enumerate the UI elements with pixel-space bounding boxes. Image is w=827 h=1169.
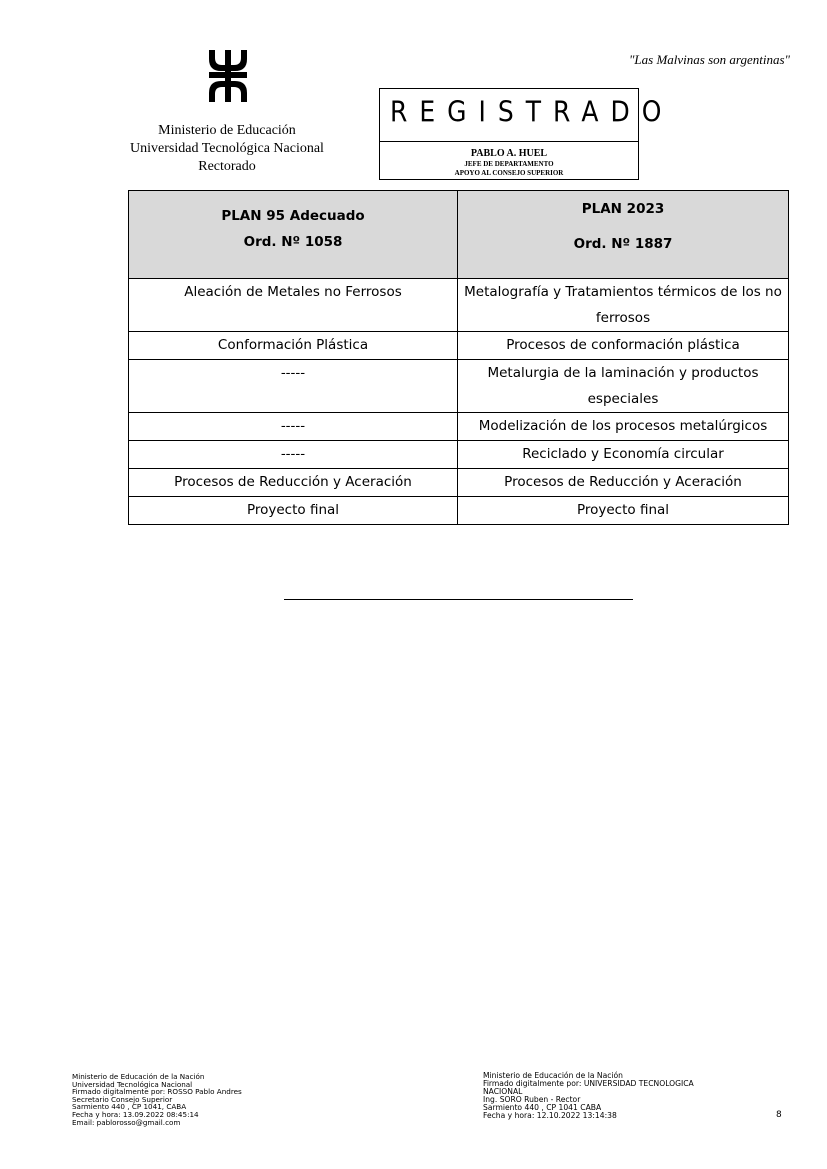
table-cell: Proyecto final [458, 497, 789, 525]
rectorado-line: Rectorado [198, 159, 256, 174]
page-number: 8 [776, 1110, 782, 1120]
header-plan-2023-ord: Ord. Nº 1887 [573, 236, 673, 252]
ministry-line: Ministerio de Educación [158, 123, 296, 138]
table-header-row [129, 191, 789, 279]
signature-block-left [72, 1073, 242, 1126]
table-row [129, 497, 789, 525]
utn-logo-icon [206, 50, 250, 102]
table-row [129, 279, 789, 332]
stamp-role-line1: JEFE DE DEPARTAMENTO [464, 160, 554, 168]
header-plan-95-ord: Ord. Nº 1058 [243, 234, 343, 250]
table-cell: Procesos de Reducción y Aceración [458, 469, 789, 497]
university-line: Universidad Tecnológica Nacional [130, 141, 324, 156]
table-cell: Metalografía y Tratamientos térmicos de los no ferrosos [458, 279, 789, 332]
signature-line: Firmado digitalmente por: ROSSO Pablo Andres [72, 1087, 242, 1097]
stamp-divider [380, 141, 638, 142]
signature-line: Email: pablorosso@gmail.com [72, 1117, 181, 1127]
table-cell: Procesos de Reducción y Aceración [129, 469, 458, 497]
signature-line: Universidad Tecnológica Nacional [72, 1079, 193, 1089]
header-plan-2023-title: PLAN 2023 [581, 201, 665, 217]
signature-line: Fecha y hora: 13.09.2022 08:45:14 [72, 1109, 199, 1119]
signature-line: Ing. SORO Ruben - Rector [483, 1095, 581, 1104]
header-plan-2023 [458, 191, 789, 279]
signature-line: Secretario Consejo Superior [72, 1094, 173, 1104]
table-cell: ----- [129, 360, 458, 413]
signature-line: Firmado digitalmente por: UNIVERSIDAD TECNOLOGICA [483, 1079, 694, 1088]
table-cell: Reciclado y Economía circular [458, 441, 789, 469]
table-cell: Procesos de conformación plástica [458, 332, 789, 360]
table-cell: Metalurgia de la laminación y productos especiales [458, 360, 789, 413]
table-row [129, 469, 789, 497]
table-cell: Conformación Plástica [129, 332, 458, 360]
signature-line: NACIONAL [483, 1087, 523, 1096]
table-cell: Modelización de los procesos metalúrgicos [458, 413, 789, 441]
table-cell: Proyecto final [129, 497, 458, 525]
signature-line: Sarmiento 440 , CP 1041, CABA [72, 1102, 187, 1112]
table-row [129, 413, 789, 441]
signature-line: Ministerio de Educación de la Nación [72, 1072, 205, 1081]
signature-line: Ministerio de Educación de la Nación [483, 1071, 623, 1080]
table-cell: ----- [129, 413, 458, 441]
header-plan-95 [129, 191, 458, 279]
equivalence-table [128, 190, 789, 525]
table-row [129, 441, 789, 469]
signature-block-right [483, 1072, 694, 1120]
registered-stamp [379, 88, 674, 180]
closing-rule [284, 599, 633, 600]
stamp-title: REGISTRADO [390, 95, 674, 129]
motto: "Las Malvinas son argentinas" [628, 52, 790, 67]
signature-line: Sarmiento 440 , CP 1041 CABA [483, 1103, 602, 1112]
table-row [129, 360, 789, 413]
ministry-heading [108, 122, 346, 176]
stamp-name: PABLO A. HUEL [470, 148, 548, 159]
table-cell: ----- [129, 441, 458, 469]
header-plan-95-title: PLAN 95 Adecuado [221, 208, 365, 224]
stamp-role-line2: APOYO AL CONSEJO SUPERIOR [454, 169, 564, 177]
table-cell: Aleación de Metales no Ferrosos [129, 279, 458, 332]
table-row [129, 332, 789, 360]
signature-line: Fecha y hora: 12.10.2022 13:14:38 [483, 1111, 617, 1120]
